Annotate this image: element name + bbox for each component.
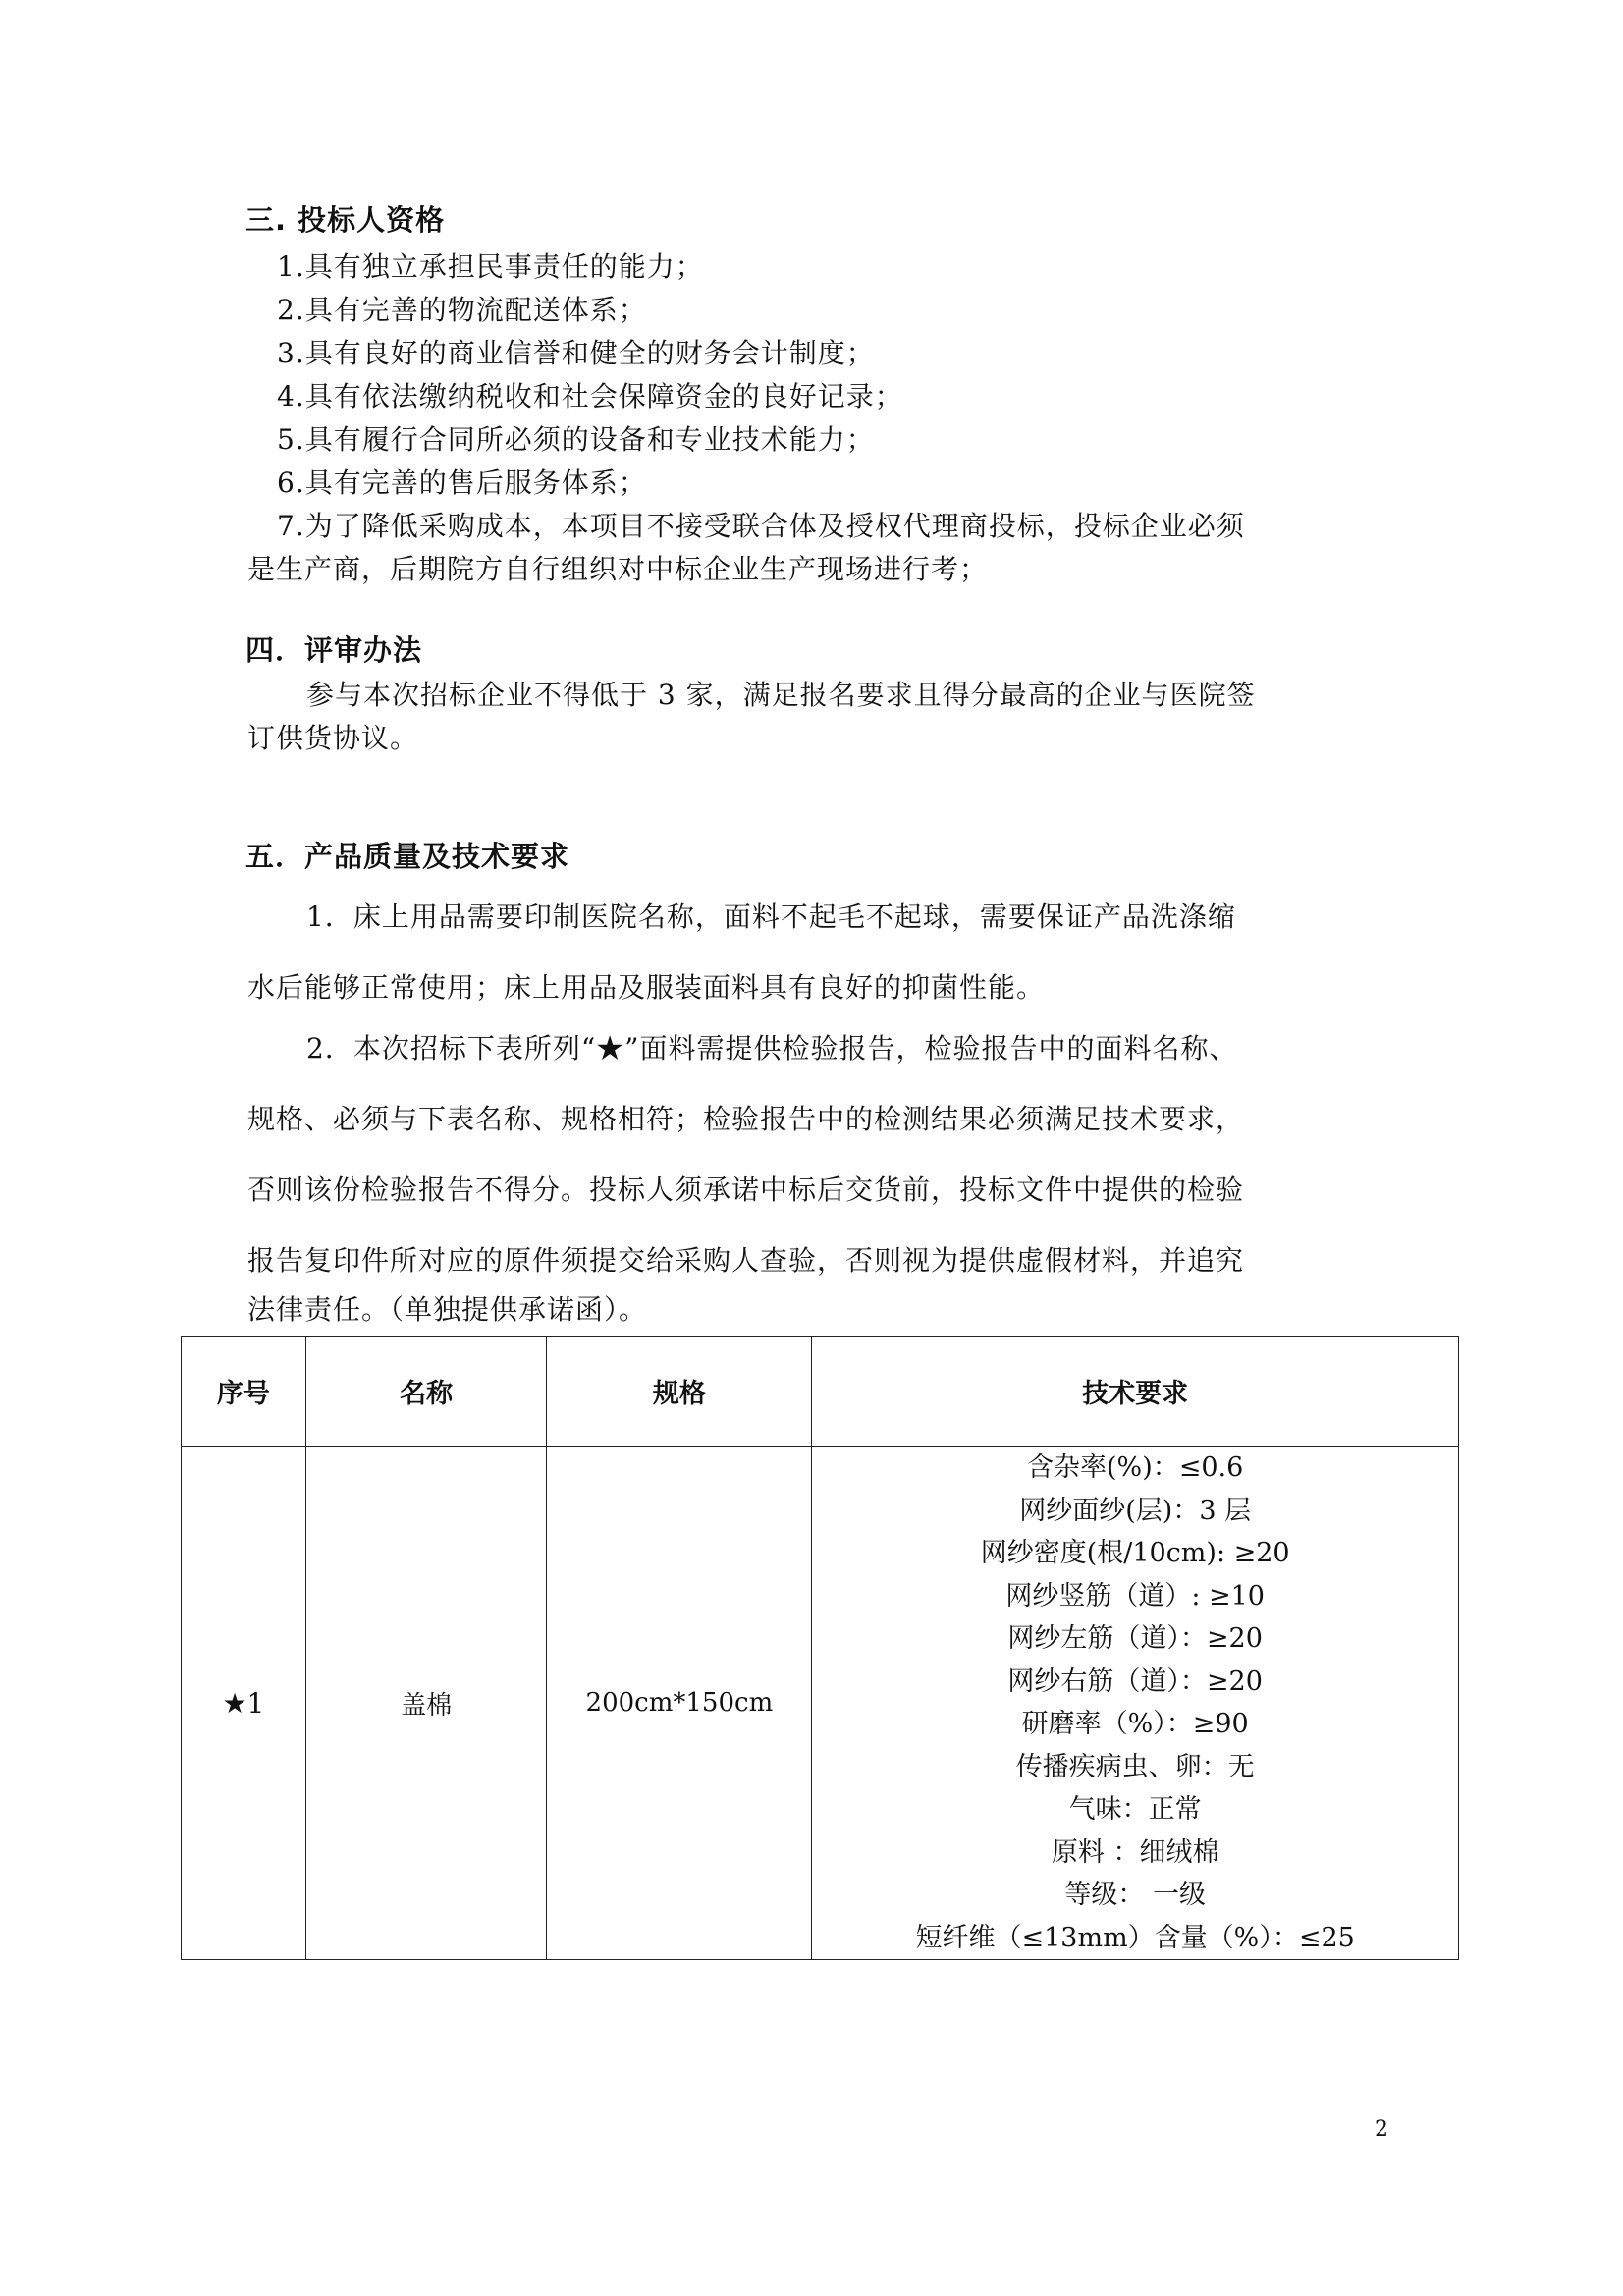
review-method-line-2: 订供货协议。	[247, 722, 419, 754]
tech-line: 原料 ：细绒棉	[1051, 1836, 1219, 1868]
tech-line: 研磨率（%）：≥90	[1021, 1709, 1249, 1739]
qualification-item-6: 6.具有完善的售后服务体系；	[277, 466, 647, 499]
section-3-title: 三. 投标人资格	[245, 203, 446, 237]
header-name: 名称	[305, 1337, 547, 1447]
requirement-2-line-3: 否则该份检验报告不得分。投标人须承诺中标后交货前，投标文件中提供的检验	[247, 1174, 1245, 1206]
row-tech-requirements	[812, 1447, 1459, 1960]
requirement-2-line-5: 法律责任。（单独提供承诺函）。	[247, 1293, 648, 1326]
qualification-item-7-line-1: 7.为了降低采购成本，本项目不接受联合体及授权代理商投标，投标企业必须	[277, 510, 1245, 542]
tech-line: 短纤维（≤13mm）含量（%）：≤25	[915, 1922, 1355, 1953]
section-5-title: 五．产品质量及技术要求	[245, 840, 570, 873]
requirement-2-line-2: 规格、必须与下表名称、规格相符；检验报告中的检测结果必须满足技术要求，	[247, 1103, 1245, 1135]
tech-line: 气味：正常	[1068, 1794, 1202, 1825]
tech-line: 网纱面纱(层)：3 层	[1019, 1495, 1252, 1526]
header-no: 序号	[182, 1337, 306, 1447]
page-number: 2	[1375, 2117, 1388, 2142]
requirement-2-line-1: 2．本次招标下表所列“★”面料需提供检验报告，检验报告中的面料名称、	[306, 1032, 1238, 1065]
section-4-title: 四．评审办法	[245, 633, 423, 667]
row-spec: 200cm*150cm	[547, 1447, 812, 1960]
spec-table	[181, 1336, 1459, 1960]
review-method-line-1: 参与本次招标企业不得低于 3 家，满足报名要求且得分最高的企业与医院签	[306, 679, 1256, 711]
requirement-1-line-1: 1．床上用品需要印制医院名称，面料不起毛不起球，需要保证产品洗涤缩	[306, 901, 1236, 933]
tech-line: 含杂率(%)：≤0.6	[1027, 1452, 1244, 1483]
qualification-item-4: 4.具有依法缴纳税收和社会保障资金的良好记录；	[277, 380, 903, 412]
tech-line: 传播疾病虫、卵：无	[1015, 1751, 1255, 1782]
table-row	[182, 1447, 1459, 1960]
row-name: 盖棉	[305, 1447, 547, 1960]
tech-line: 网纱竖筋（道）: ≥10	[1005, 1580, 1265, 1612]
row-no: ★1	[182, 1447, 306, 1960]
tech-line: 网纱密度(根/10cm): ≥20	[980, 1538, 1290, 1568]
table-header-row	[182, 1337, 1459, 1447]
tech-line: 等级： 一级	[1064, 1880, 1206, 1910]
qualification-item-5: 5.具有履行合同所必须的设备和专业技术能力；	[277, 423, 875, 456]
tech-line: 网纱左筋（道）：≥20	[1007, 1623, 1263, 1654]
tech-line: 网纱右筋（道）：≥20	[1007, 1666, 1263, 1697]
qualification-item-7-line-2: 是生产商，后期院方自行组织对中标企业生产现场进行考；	[247, 553, 989, 585]
qualification-item-1: 1.具有独立承担民事责任的能力；	[277, 250, 704, 283]
header-tech: 技术要求	[812, 1337, 1459, 1447]
requirement-1-line-2: 水后能够正常使用；床上用品及服装面料具有良好的抑菌性能。	[247, 971, 1046, 1004]
header-spec: 规格	[547, 1337, 812, 1447]
qualification-item-2: 2.具有完善的物流配送体系；	[277, 294, 647, 326]
requirement-2-line-4: 报告复印件所对应的原件须提交给采购人查验，否则视为提供虚假材料，并追究	[247, 1244, 1245, 1277]
qualification-item-3: 3.具有良好的商业信誉和健全的财务会计制度；	[277, 337, 875, 369]
